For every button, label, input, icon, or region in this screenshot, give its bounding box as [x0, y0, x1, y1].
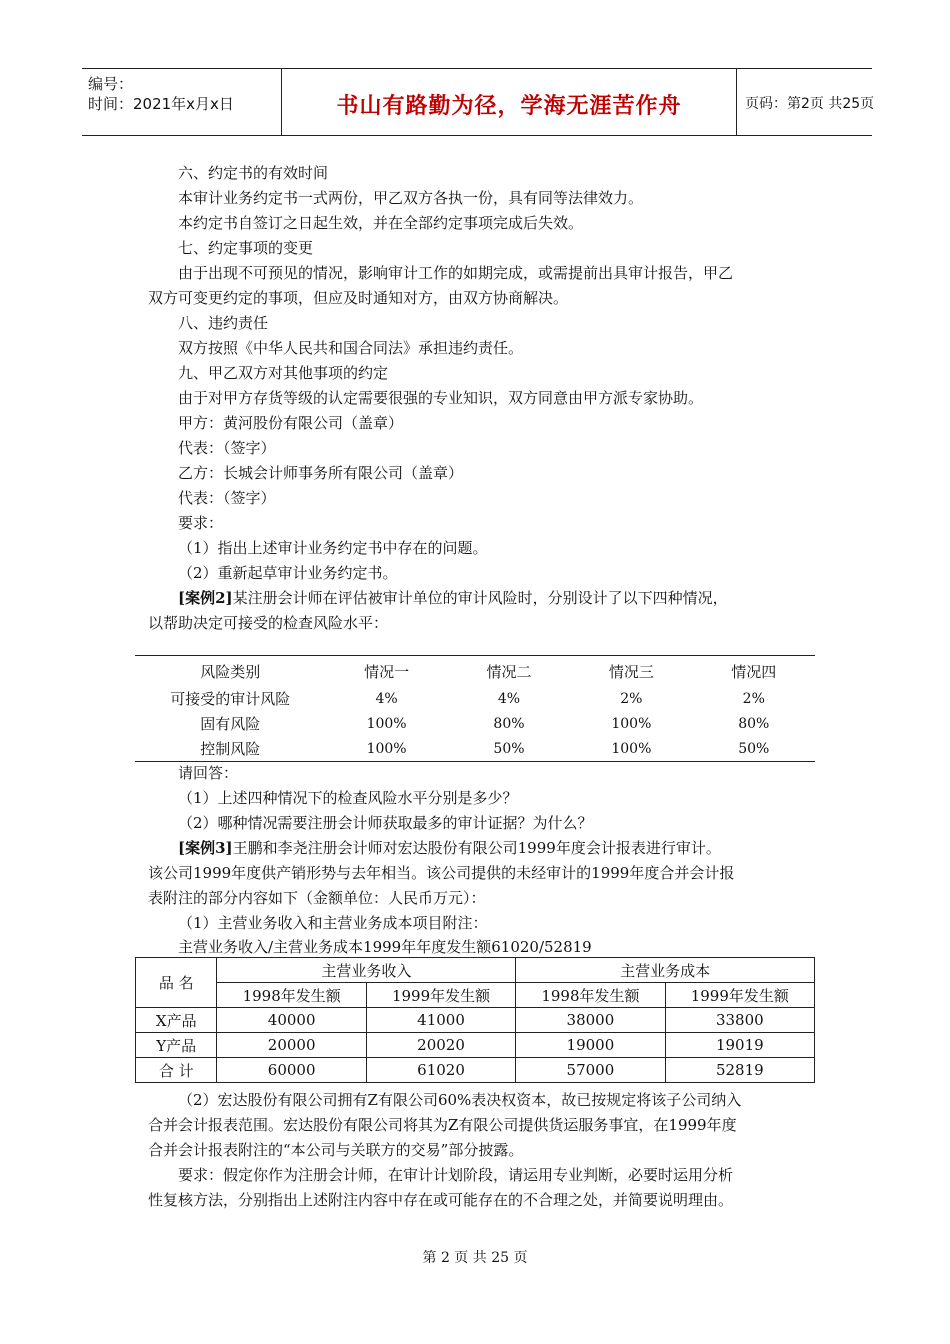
biz-sub-header: 1998年发生额: [217, 983, 366, 1008]
risk-row-label: 固有风险: [200, 715, 261, 733]
biz-sub-header: 1999年发生额: [366, 983, 515, 1008]
party-b-rep: 代表：（签字）: [178, 489, 276, 507]
paragraph-line: 双方可变更约定的事项，但应及时通知对方，由双方协商解决。: [148, 289, 569, 307]
biz-cell: 52819: [665, 1058, 814, 1083]
header-motto-cell: [282, 69, 737, 135]
header-time: 时间：2021年x月x日: [88, 95, 234, 113]
header-meta: [82, 69, 282, 135]
table-row: [135, 711, 815, 736]
biz-cell: 19019: [665, 1033, 814, 1058]
table-row: [136, 1058, 815, 1083]
case2-paragraph: [178, 588, 728, 608]
risk-cell: 50%: [448, 736, 570, 762]
page-footer: 第 2 页 共 25 页: [422, 1250, 528, 1266]
case3-item: （1）主营业务收入和主营业务成本项目附注：: [178, 914, 488, 932]
requirements-label: 要求：: [178, 514, 224, 532]
risk-row-label: 控制风险: [135, 736, 325, 762]
biz-cell: 60000: [217, 1058, 366, 1083]
paragraph-line: 以帮助决定可接受的检查风险水平：: [148, 614, 389, 632]
risk-table-header: [135, 656, 815, 687]
risk-cell: 2%: [742, 690, 765, 707]
section-heading: 九、甲乙双方对其他事项的约定: [178, 364, 389, 382]
paragraph-line: 要求：假定你作为注册会计师，在审计计划阶段，请运用专业判断，必要时运用分析: [178, 1166, 734, 1184]
risk-header-cell: 风险类别: [135, 656, 325, 687]
header-motto: 书山有路勤为径，学海无涯苦作舟: [336, 94, 682, 119]
page-header: [82, 68, 875, 136]
paragraph-line: 本约定书自签订之日起生效，并在全部约定事项完成后失效。: [178, 214, 584, 232]
question-item: （1）上述四种情况下的检查风险水平分别是多少？: [178, 789, 518, 807]
biz-row-label: Y产品: [136, 1033, 217, 1058]
party-a: 甲方：黄河股份有限公司（盖章）: [178, 414, 404, 432]
biz-cell: 20000: [217, 1033, 366, 1058]
paragraph-line: 由于对甲方存货等级的认定需要很强的专业知识，双方同意由甲方派专家协助。: [178, 389, 704, 407]
risk-cell: 100%: [570, 736, 692, 762]
biz-name-header: 品 名: [136, 958, 217, 1008]
party-b: 乙方：长城会计师事务所有限公司（盖章）: [178, 464, 464, 482]
biz-cell: 41000: [366, 1008, 515, 1033]
question-item: （2）哪种情况需要注册会计师获取最多的审计证据？为什么？: [178, 814, 593, 832]
biz-cell: 57000: [516, 1058, 665, 1083]
paragraph-line: 双方按照《中华人民共和国合同法》承担违约责任。: [178, 339, 524, 357]
risk-header-cell: 情况四: [693, 656, 815, 687]
paragraph-line: 表附注的部分内容如下（金额单位：人民币万元）：: [148, 889, 486, 907]
requirement-item: （2）重新起草审计业务约定书。: [178, 564, 398, 582]
risk-cell: 100%: [325, 736, 447, 762]
case3-item-sub: 主营业务收入/主营业务成本1999年年度发生额61020/52819: [178, 938, 592, 956]
biz-table-subheader: [136, 983, 815, 1008]
paragraph-line: 该公司1999年度供产销形势与去年相当。该公司提供的未经审计的1999年度合并会计报: [148, 864, 735, 882]
risk-cell: 2%: [620, 690, 643, 707]
case3-tag: [案例3]: [178, 839, 233, 857]
biz-sub-header: 1998年发生额: [516, 983, 665, 1008]
risk-cell: 4%: [497, 690, 521, 707]
biz-cell: 61020: [366, 1058, 515, 1083]
business-table: [135, 957, 815, 1083]
header-page-cell: [737, 69, 875, 135]
biz-cell: 38000: [516, 1008, 665, 1033]
paragraph-line: 合并会计报表范围。宏达股份有限公司将其为Z有限公司提供货运服务事宜，在1999年度: [148, 1116, 737, 1134]
biz-cell: 19000: [516, 1033, 665, 1058]
party-a-rep: 代表：（签字）: [178, 439, 276, 457]
biz-table-header: [136, 958, 815, 983]
risk-header-cell: 情况一: [325, 656, 447, 687]
risk-header-cell: 情况三: [570, 656, 692, 687]
biz-cell: 40000: [217, 1008, 366, 1033]
risk-cell: 50%: [693, 736, 815, 762]
table-row: [135, 686, 815, 711]
biz-group-header: 主营业务成本: [516, 958, 815, 983]
case2-text: 某注册会计师在评估被审计单位的审计风险时，分别设计了以下四种情况，: [232, 589, 728, 607]
paragraph-line: 合并会计报表附注的“本公司与关联方的交易”部分披露。: [148, 1141, 524, 1159]
paragraph-line: 本审计业务约定书一式两份，甲乙双方各执一份，具有同等法律效力。: [178, 189, 644, 207]
table-row: [136, 1033, 815, 1058]
risk-header-cell: 情况二: [448, 656, 570, 687]
paragraph-line: 由于出现不可预见的情况，影响审计工作的如期完成，或需提前出具审计报告，甲乙: [178, 264, 734, 282]
biz-group-header: 主营业务收入: [217, 958, 516, 983]
risk-cell: 100%: [366, 715, 407, 732]
paragraph-line: 性复核方法，分别指出上述附注内容中存在或可能存在的不合理之处，并简要说明理由。: [148, 1191, 734, 1209]
case3-paragraph: [178, 838, 721, 858]
table-row: [135, 736, 815, 762]
risk-cell: 4%: [375, 690, 398, 707]
case3-text: 王鹏和李尧注册会计师对宏达股份有限公司1999年度会计报表进行审计。: [232, 839, 721, 857]
case2-tag: [案例2]: [178, 589, 233, 607]
table-row: [136, 1008, 815, 1033]
biz-cell: 20020: [366, 1033, 515, 1058]
header-page-number: 页码：第2页 共25页: [745, 96, 875, 112]
risk-row-label: 可接受的审计风险: [170, 690, 291, 708]
section-heading: 七、约定事项的变更: [178, 239, 314, 257]
section-heading: 六、约定书的有效时间: [178, 164, 329, 182]
risk-cell: 80%: [493, 715, 525, 732]
requirement-item: （1）指出上述审计业务约定书中存在的问题。: [178, 539, 488, 557]
risk-table: [135, 655, 815, 762]
risk-cell: 100%: [611, 715, 652, 732]
header-number: 编号：: [88, 75, 134, 93]
biz-cell: 33800: [665, 1008, 814, 1033]
question-label: 请回答：: [178, 764, 239, 782]
biz-sub-header: 1999年发生额: [665, 983, 814, 1008]
biz-row-label: 合 计: [136, 1058, 217, 1083]
paragraph-line: （2）宏达股份有限公司拥有Z有限公司60%表决权资本，故已按规定将该子公司纳入: [178, 1091, 742, 1109]
biz-row-label: X产品: [136, 1008, 217, 1033]
section-heading: 八、违约责任: [178, 314, 269, 332]
risk-cell: 80%: [738, 715, 770, 732]
